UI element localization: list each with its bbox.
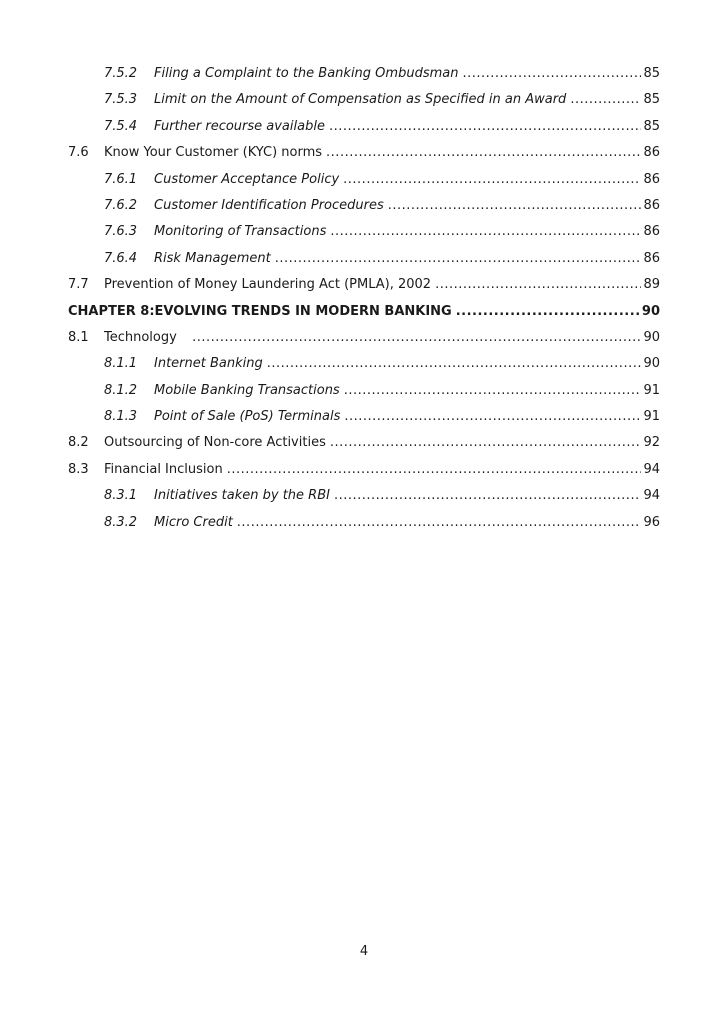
toc-entry-page: 94 xyxy=(643,488,660,504)
toc-entry-8-3-2[interactable] xyxy=(68,515,660,541)
toc-entry-title: Initiatives taken by the RBI xyxy=(154,488,330,504)
toc-entry-7-5-4[interactable] xyxy=(68,119,660,145)
toc-entry-page: 90 xyxy=(643,329,660,345)
toc-entry-8-1-3[interactable] xyxy=(68,409,660,435)
toc-entry-title: Further recourse available xyxy=(154,118,325,134)
toc-entry-page: 92 xyxy=(643,435,660,451)
toc-entry-page: 86 xyxy=(643,145,660,161)
toc-entry-page: 85 xyxy=(643,92,660,108)
toc-entry-8-2[interactable] xyxy=(68,435,660,461)
toc-entry-page: 89 xyxy=(643,277,660,293)
toc-chapter-title: CHAPTER 8:EVOLVING TRENDS IN MODERN BANKING xyxy=(68,303,452,319)
dot-leader xyxy=(343,172,641,187)
toc-entry-title: Know Your Customer (KYC) norms xyxy=(104,145,323,161)
dot-leader xyxy=(462,66,641,81)
toc-entry-number: 8.2 xyxy=(68,435,89,451)
toc-entry-number: 7.6.4 xyxy=(104,250,138,266)
toc-entry-page: 90 xyxy=(641,303,660,319)
toc-entry-number: 8.1 xyxy=(68,329,89,345)
toc-entry-title: Limit on the Amount of Compensation as Specified in an Award xyxy=(154,92,567,108)
toc-entry-8-3[interactable] xyxy=(68,462,660,488)
dot-leader xyxy=(570,92,641,107)
toc-entry-7-6[interactable] xyxy=(68,145,660,171)
toc-entry-8-1[interactable] xyxy=(68,330,660,356)
dot-leader xyxy=(275,251,642,266)
toc-entry-title: Prevention of Money Laundering Act (PMLA), 2002 xyxy=(104,277,432,293)
toc-entry-title: Outsourcing of Non-core Activities xyxy=(104,435,326,451)
toc-entry-8-1-2[interactable] xyxy=(68,383,660,409)
toc-entry-number: 7.7 xyxy=(68,277,89,293)
toc-entry-page: 85 xyxy=(643,118,660,134)
toc-entry-title: Risk Management xyxy=(154,250,271,266)
toc-entry-7-5-3[interactable] xyxy=(68,92,660,118)
toc-entry-number: 7.6.1 xyxy=(104,171,138,187)
toc-entry-number: 7.6.3 xyxy=(104,224,138,240)
toc-entry-title: Internet Banking xyxy=(154,356,263,372)
toc-entry-page: 91 xyxy=(643,382,660,398)
toc-entry-7-6-1[interactable] xyxy=(68,172,660,198)
dot-leader xyxy=(330,435,642,450)
toc-entry-number: 8.1.1 xyxy=(104,356,138,372)
toc-entry-page: 85 xyxy=(643,66,660,81)
toc-entry-number: 7.6.2 xyxy=(104,197,138,213)
dot-leader xyxy=(435,277,641,292)
toc-entry-title: Mobile Banking Transactions xyxy=(154,382,340,398)
toc-entry-title: Micro Credit xyxy=(154,514,233,530)
toc-entry-page: 94 xyxy=(643,461,660,477)
toc-entry-page: 96 xyxy=(643,514,660,530)
toc-entry-title: Monitoring of Transactions xyxy=(154,224,327,240)
toc-entry-page: 86 xyxy=(643,171,660,187)
toc-entry-number: 8.3.1 xyxy=(104,488,138,504)
toc-entry-number: 8.3 xyxy=(68,461,89,477)
toc-entry-page: 86 xyxy=(643,224,660,240)
dot-leader xyxy=(192,330,641,345)
page-number: 4 xyxy=(359,944,369,959)
toc-entry-page: 91 xyxy=(643,409,660,425)
toc-entry-8-3-1[interactable] xyxy=(68,488,660,514)
toc-entry-number: 8.1.2 xyxy=(104,382,138,398)
toc-entry-title: Customer Acceptance Policy xyxy=(154,171,340,187)
toc-entry-number: 7.6 xyxy=(68,145,89,161)
dot-leader xyxy=(227,462,642,477)
dot-leader xyxy=(267,356,642,371)
toc-entry-title: Filing a Complaint to the Banking Ombudsman xyxy=(154,66,459,81)
toc-entry-page: 90 xyxy=(643,356,660,372)
table-of-contents xyxy=(68,66,660,541)
dot-leader xyxy=(330,224,641,239)
dot-leader xyxy=(344,409,641,424)
toc-entry-title: Financial Inclusion xyxy=(104,461,223,477)
toc-entry-7-6-3[interactable] xyxy=(68,224,660,250)
toc-entry-7-6-4[interactable] xyxy=(68,251,660,277)
toc-entry-number: 8.3.2 xyxy=(104,514,138,530)
toc-entry-7-7[interactable] xyxy=(68,277,660,303)
dot-leader xyxy=(456,304,640,319)
dot-leader xyxy=(344,383,642,398)
dot-leader xyxy=(237,515,642,530)
dot-leader xyxy=(329,119,641,134)
toc-entry-7-5-2[interactable] xyxy=(68,66,660,92)
toc-entry-title: Technology xyxy=(104,329,177,345)
dot-leader xyxy=(388,198,642,213)
toc-chapter-8[interactable] xyxy=(68,304,660,330)
toc-entry-8-1-1[interactable] xyxy=(68,356,660,382)
toc-entry-7-6-2[interactable] xyxy=(68,198,660,224)
toc-entry-page: 86 xyxy=(643,197,660,213)
toc-entry-number: 8.1.3 xyxy=(104,409,138,425)
toc-entry-title: Customer Identification Procedures xyxy=(154,197,384,213)
toc-entry-page: 86 xyxy=(643,250,660,266)
toc-entry-number: 7.5.2 xyxy=(104,66,138,81)
toc-entry-number: 7.5.3 xyxy=(104,92,138,108)
dot-leader xyxy=(334,488,641,503)
toc-entry-title: Point of Sale (PoS) Terminals xyxy=(154,409,341,425)
dot-leader xyxy=(326,145,641,160)
toc-entry-number: 7.5.4 xyxy=(104,118,138,134)
